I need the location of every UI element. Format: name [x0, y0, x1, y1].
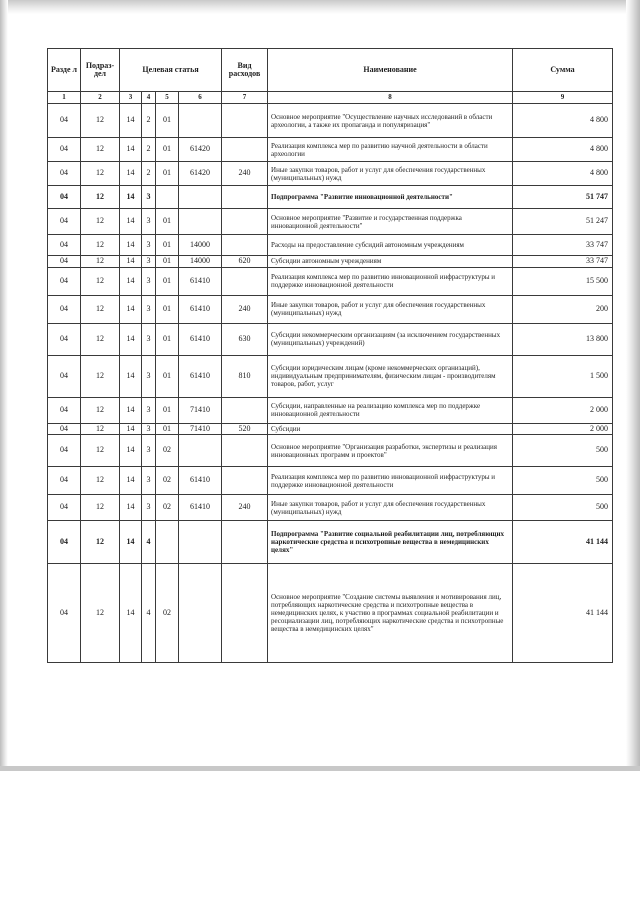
page-edge-right	[626, 0, 640, 770]
row-target-b: 3	[142, 397, 156, 423]
row-podrazdel: 12	[81, 235, 120, 256]
row-target-c: 01	[156, 423, 179, 435]
row-razdel: 04	[48, 138, 81, 162]
row-target-b: 3	[142, 435, 156, 467]
row-target-c: 01	[156, 162, 179, 186]
row-target-code: 61410	[179, 267, 222, 295]
row-target-code: 61420	[179, 138, 222, 162]
row-expense-type	[222, 467, 268, 495]
row-target-b: 3	[142, 186, 156, 209]
row-sum: 200	[513, 295, 613, 323]
row-sum: 500	[513, 467, 613, 495]
page-edge-bottom	[0, 766, 640, 771]
row-target-a: 14	[120, 186, 142, 209]
row-podrazdel: 12	[81, 104, 120, 138]
row-target-b: 3	[142, 295, 156, 323]
row-razdel: 04	[48, 564, 81, 663]
table-row	[48, 467, 613, 495]
row-name: Иные закупки товаров, работ и услуг для обеспечения государственных (муниципальных) нужд	[268, 495, 513, 521]
index-cell: 6	[179, 92, 222, 104]
row-sum: 2 000	[513, 397, 613, 423]
table-row	[48, 423, 613, 435]
row-sum: 41 144	[513, 521, 613, 564]
row-target-code	[179, 521, 222, 564]
row-expense-type: 810	[222, 355, 268, 397]
row-target-c: 01	[156, 355, 179, 397]
row-target-c	[156, 186, 179, 209]
row-podrazdel: 12	[81, 186, 120, 209]
row-target-code: 61410	[179, 295, 222, 323]
row-target-a: 14	[120, 435, 142, 467]
row-podrazdel: 12	[81, 495, 120, 521]
row-target-c: 01	[156, 397, 179, 423]
row-razdel: 04	[48, 104, 81, 138]
table-row	[48, 295, 613, 323]
row-target-c: 02	[156, 495, 179, 521]
row-target-c: 02	[156, 467, 179, 495]
row-target-c: 02	[156, 564, 179, 663]
row-razdel: 04	[48, 162, 81, 186]
row-target-b: 2	[142, 104, 156, 138]
row-target-c: 01	[156, 256, 179, 268]
table-body	[48, 104, 613, 663]
row-target-c: 02	[156, 435, 179, 467]
row-target-b: 3	[142, 267, 156, 295]
row-name: Иные закупки товаров, работ и услуг для обеспечения государственных (муниципальных) нужд	[268, 295, 513, 323]
row-podrazdel: 12	[81, 435, 120, 467]
row-name: Субсидии	[268, 423, 513, 435]
header-razdel: Разде л	[48, 49, 81, 92]
row-razdel: 04	[48, 209, 81, 235]
row-podrazdel: 12	[81, 267, 120, 295]
row-target-b: 3	[142, 467, 156, 495]
row-target-code	[179, 186, 222, 209]
row-target-a: 14	[120, 467, 142, 495]
table-row	[48, 564, 613, 663]
row-podrazdel: 12	[81, 256, 120, 268]
header-name: Наименование	[268, 49, 513, 92]
header-sum: Сумма	[513, 49, 613, 92]
row-name: Расходы на предоставление субсидий автономным учреждениям	[268, 235, 513, 256]
row-target-a: 14	[120, 235, 142, 256]
row-razdel: 04	[48, 256, 81, 268]
row-target-b: 2	[142, 138, 156, 162]
row-razdel: 04	[48, 323, 81, 355]
index-cell: 8	[268, 92, 513, 104]
table-row	[48, 209, 613, 235]
index-cell: 1	[48, 92, 81, 104]
row-sum: 41 144	[513, 564, 613, 663]
row-podrazdel: 12	[81, 295, 120, 323]
index-cell: 5	[156, 92, 179, 104]
table-row	[48, 397, 613, 423]
row-razdel: 04	[48, 521, 81, 564]
row-target-code: 14000	[179, 256, 222, 268]
row-name: Подпрограмма "Развитие инновационной деятельности"	[268, 186, 513, 209]
row-name: Основное мероприятие "Осуществление научных исследований в области археологии, а также их пропаганда и популяризация"	[268, 104, 513, 138]
table-row	[48, 267, 613, 295]
row-razdel: 04	[48, 467, 81, 495]
row-expense-type	[222, 397, 268, 423]
table-row	[48, 495, 613, 521]
row-expense-type	[222, 186, 268, 209]
row-target-code	[179, 209, 222, 235]
row-razdel: 04	[48, 295, 81, 323]
index-row	[48, 92, 613, 104]
table-row	[48, 256, 613, 268]
index-cell: 4	[142, 92, 156, 104]
row-target-b: 3	[142, 323, 156, 355]
table-row	[48, 323, 613, 355]
row-target-a: 14	[120, 256, 142, 268]
row-expense-type	[222, 235, 268, 256]
row-target-b: 3	[142, 423, 156, 435]
row-razdel: 04	[48, 397, 81, 423]
row-podrazdel: 12	[81, 323, 120, 355]
table-row	[48, 138, 613, 162]
row-name: Подпрограмма "Развитие социальной реабилитации лиц, потребляющих наркотические средства и психотропные вещества в немедицинских целях"	[268, 521, 513, 564]
row-target-code: 61410	[179, 467, 222, 495]
header-expense-type: Вид расходов	[222, 49, 268, 92]
row-expense-type	[222, 267, 268, 295]
row-sum: 51 247	[513, 209, 613, 235]
row-podrazdel: 12	[81, 423, 120, 435]
row-sum: 4 800	[513, 104, 613, 138]
row-target-a: 14	[120, 104, 142, 138]
table-row	[48, 235, 613, 256]
row-target-a: 14	[120, 209, 142, 235]
row-target-c: 01	[156, 138, 179, 162]
row-target-code: 61410	[179, 355, 222, 397]
row-podrazdel: 12	[81, 564, 120, 663]
row-sum: 500	[513, 435, 613, 467]
row-expense-type	[222, 564, 268, 663]
row-target-a: 14	[120, 355, 142, 397]
row-name: Реализация комплекса мер по развитию инновационной инфраструктуры и поддержке инновационной деятельности	[268, 267, 513, 295]
page-edge-left	[0, 0, 8, 770]
header-row	[48, 49, 613, 92]
row-target-a: 14	[120, 138, 142, 162]
row-expense-type: 520	[222, 423, 268, 435]
row-target-a: 14	[120, 521, 142, 564]
row-expense-type: 240	[222, 295, 268, 323]
row-target-b: 3	[142, 355, 156, 397]
row-razdel: 04	[48, 423, 81, 435]
row-target-a: 14	[120, 162, 142, 186]
row-razdel: 04	[48, 435, 81, 467]
row-name: Субсидии некоммерческим организациям (за исключением государственных (муниципальных) учреждений)	[268, 323, 513, 355]
row-name: Реализация комплекса мер по развитию инновационной инфраструктуры и поддержке инновационной деятельности	[268, 467, 513, 495]
row-name: Основное мероприятие "Создание системы выявления и мотивирования лиц, потребляющих наркотические средства и психотропные вещества в немедицинских целях, к участию в программах социальной реабилитации и ресоциализации лиц, потребляющих наркотические средства и психотропные вещества в немедицинских целях"	[268, 564, 513, 663]
row-target-code	[179, 435, 222, 467]
row-target-c	[156, 521, 179, 564]
page-edge-top	[0, 0, 640, 14]
row-target-code: 71410	[179, 397, 222, 423]
table-row	[48, 104, 613, 138]
row-target-a: 14	[120, 323, 142, 355]
row-name: Иные закупки товаров, работ и услуг для обеспечения государственных (муниципальных) нужд	[268, 162, 513, 186]
row-target-a: 14	[120, 564, 142, 663]
row-expense-type: 620	[222, 256, 268, 268]
row-target-a: 14	[120, 267, 142, 295]
header-target-article: Целевая статья	[120, 49, 222, 92]
index-cell: 3	[120, 92, 142, 104]
table-row	[48, 186, 613, 209]
index-cell: 2	[81, 92, 120, 104]
row-target-b: 3	[142, 256, 156, 268]
index-cell: 9	[513, 92, 613, 104]
row-target-c: 01	[156, 323, 179, 355]
row-razdel: 04	[48, 495, 81, 521]
table-row	[48, 162, 613, 186]
budget-table	[47, 48, 613, 663]
row-target-code	[179, 564, 222, 663]
row-target-c: 01	[156, 295, 179, 323]
row-sum: 2 000	[513, 423, 613, 435]
row-razdel: 04	[48, 355, 81, 397]
row-razdel: 04	[48, 235, 81, 256]
row-sum: 500	[513, 495, 613, 521]
row-target-a: 14	[120, 423, 142, 435]
row-target-c: 01	[156, 235, 179, 256]
row-name: Основное мероприятие "Организация разработки, экспертизы и реализация инновационных программ и проектов"	[268, 435, 513, 467]
row-podrazdel: 12	[81, 397, 120, 423]
row-podrazdel: 12	[81, 355, 120, 397]
row-sum: 1 500	[513, 355, 613, 397]
row-target-b: 2	[142, 162, 156, 186]
row-sum: 13 800	[513, 323, 613, 355]
row-podrazdel: 12	[81, 521, 120, 564]
row-name: Субсидии юридическим лицам (кроме некоммерческих организаций), индивидуальным предпринимателям, физическим лицам - производителям товаров, работ, услуг	[268, 355, 513, 397]
row-target-code	[179, 104, 222, 138]
row-expense-type	[222, 209, 268, 235]
budget-table-sheet	[47, 48, 612, 663]
row-sum: 51 747	[513, 186, 613, 209]
row-podrazdel: 12	[81, 209, 120, 235]
row-sum: 15 500	[513, 267, 613, 295]
row-expense-type	[222, 138, 268, 162]
row-name: Субсидии автономным учреждениям	[268, 256, 513, 268]
row-podrazdel: 12	[81, 138, 120, 162]
row-name: Реализация комплекса мер по развитию научной деятельности в области археологии	[268, 138, 513, 162]
table-row	[48, 355, 613, 397]
row-target-b: 3	[142, 495, 156, 521]
row-name: Основное мероприятие "Развитие и государственная поддержка инновационной деятельности"	[268, 209, 513, 235]
row-expense-type	[222, 521, 268, 564]
row-target-b: 3	[142, 209, 156, 235]
row-sum: 33 747	[513, 256, 613, 268]
row-sum: 4 800	[513, 162, 613, 186]
row-expense-type	[222, 104, 268, 138]
row-podrazdel: 12	[81, 467, 120, 495]
row-sum: 4 800	[513, 138, 613, 162]
table-row	[48, 435, 613, 467]
header-podrazdel: Подраз- дел	[81, 49, 120, 92]
row-target-a: 14	[120, 295, 142, 323]
index-cell: 7	[222, 92, 268, 104]
row-target-c: 01	[156, 209, 179, 235]
row-expense-type: 630	[222, 323, 268, 355]
row-target-code: 71410	[179, 423, 222, 435]
row-name: Субсидии, направленные на реализацию комплекса мер по поддержке инновационной деятельности	[268, 397, 513, 423]
row-target-code: 61410	[179, 323, 222, 355]
row-target-a: 14	[120, 495, 142, 521]
row-target-b: 4	[142, 564, 156, 663]
row-sum: 33 747	[513, 235, 613, 256]
table-row	[48, 521, 613, 564]
row-target-c: 01	[156, 104, 179, 138]
row-expense-type: 240	[222, 162, 268, 186]
row-podrazdel: 12	[81, 162, 120, 186]
row-target-a: 14	[120, 397, 142, 423]
row-razdel: 04	[48, 267, 81, 295]
row-target-code: 14000	[179, 235, 222, 256]
row-target-code: 61420	[179, 162, 222, 186]
row-target-c: 01	[156, 267, 179, 295]
row-target-code: 61410	[179, 495, 222, 521]
row-razdel: 04	[48, 186, 81, 209]
row-target-b: 4	[142, 521, 156, 564]
row-expense-type: 240	[222, 495, 268, 521]
row-expense-type	[222, 435, 268, 467]
row-target-b: 3	[142, 235, 156, 256]
